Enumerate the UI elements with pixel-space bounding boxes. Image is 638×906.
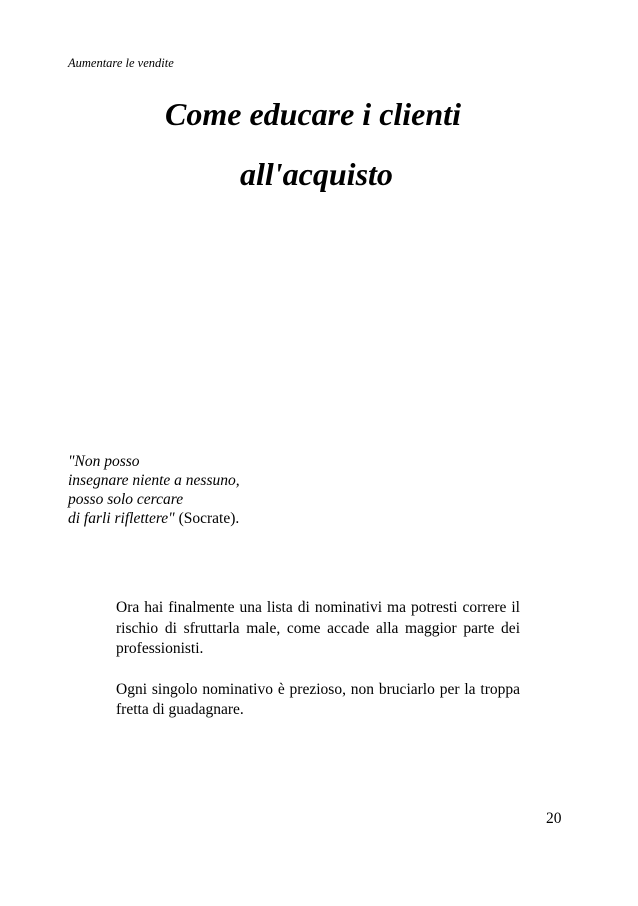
running-header: Aumentare le vendite [68,56,174,70]
epigraph-attribution: (Socrate). [174,510,240,527]
epigraph-last-line [68,509,240,528]
chapter-title-line-2: all'acquisto [240,156,393,192]
page-number: 20 [546,810,562,827]
epigraph-line: "Non posso [68,453,140,470]
body-paragraph: Ogni singolo nominativo è prezioso, non bruciarlo per la troppa fretta di guadagnare. [116,680,520,718]
epigraph-line: insegnare niente a nessuno, [68,472,240,489]
chapter-title-line-1: Come educare i clienti [165,96,461,132]
body-text [116,598,520,721]
epigraph-line: di farli riflettere" [68,510,175,527]
epigraph-line: posso solo cercare [68,491,184,508]
body-paragraph: Ora hai finalmente una lista di nominativi ma potresti correre il rischio di sfruttarla male, come accade alla maggior parte dei professionisti. [116,599,520,657]
epigraph-quote [68,452,240,528]
